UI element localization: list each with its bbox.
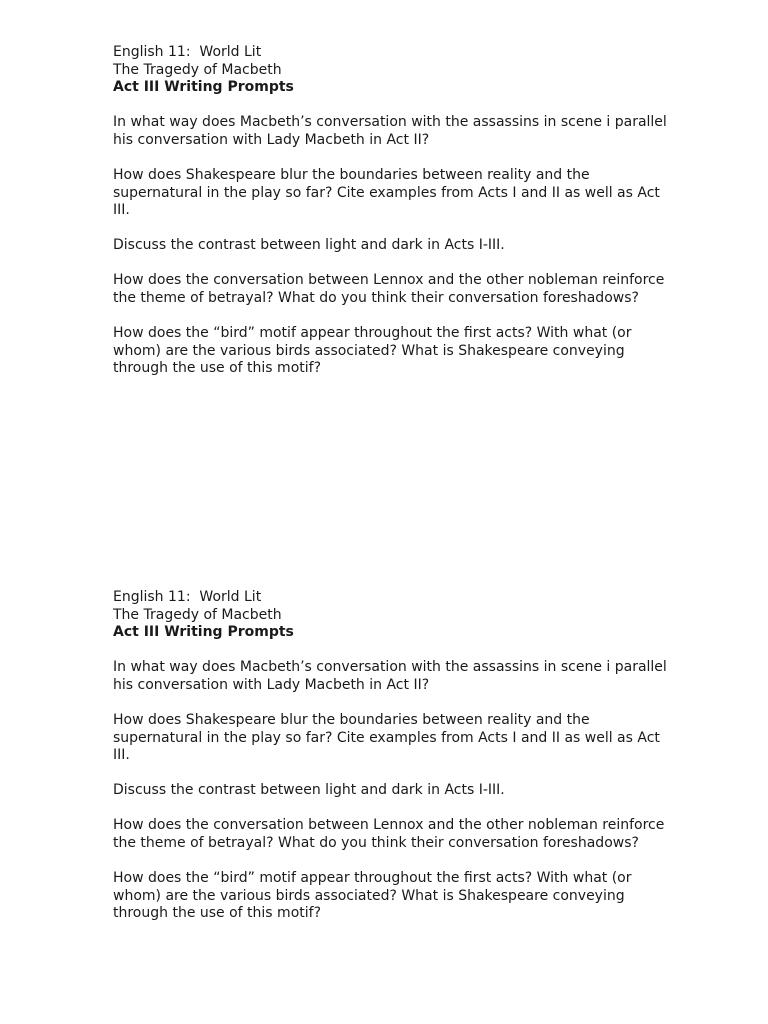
prompt-2: How does Shakespeare blur the boundaries between reality and the supernatural in the play so far? Cite examples from Acts I and II as well as Act III. bbox=[113, 166, 660, 219]
prompt-4: How does the conversation between Lennox and the other nobleman reinforce the theme of betrayal? What do you think their conversation foreshadows? bbox=[113, 272, 665, 306]
course-title: English 11: World Lit bbox=[113, 44, 262, 60]
handout-top bbox=[113, 44, 673, 378]
work-title: The Tragedy of Macbeth bbox=[113, 61, 282, 78]
course-title: English 11: World Lit bbox=[113, 589, 262, 605]
handout-bottom bbox=[113, 589, 673, 923]
prompt-3: Discuss the contrast between light and dark in Acts I-III. bbox=[113, 237, 505, 254]
prompt-2: How does Shakespeare blur the boundaries between reality and the supernatural in the play so far? Cite examples from Acts I and II as well as Act III. bbox=[113, 711, 660, 764]
prompt-5: How does the “bird” motif appear throughout the first acts? With what (or whom) are the various birds associated? What is Shakespeare conveying through the use of this motif? bbox=[113, 870, 632, 922]
work-title: The Tragedy of Macbeth bbox=[113, 606, 282, 623]
prompt-1: In what way does Macbeth’s conversation with the assassins in scene i parallel his conversation with Lady Macbeth in Act II? bbox=[113, 659, 667, 693]
prompts-heading: Act III Writing Prompts bbox=[113, 624, 294, 641]
prompts-heading: Act III Writing Prompts bbox=[113, 79, 294, 96]
prompt-5: How does the “bird” motif appear throughout the first acts? With what (or whom) are the various birds associated? What is Shakespeare conveying through the use of this motif? bbox=[113, 325, 632, 377]
prompt-4: How does the conversation between Lennox and the other nobleman reinforce the theme of betrayal? What do you think their conversation foreshadows? bbox=[113, 817, 665, 851]
prompt-3: Discuss the contrast between light and dark in Acts I-III. bbox=[113, 782, 505, 799]
prompt-1: In what way does Macbeth’s conversation with the assassins in scene i parallel his conversation with Lady Macbeth in Act II? bbox=[113, 114, 667, 148]
